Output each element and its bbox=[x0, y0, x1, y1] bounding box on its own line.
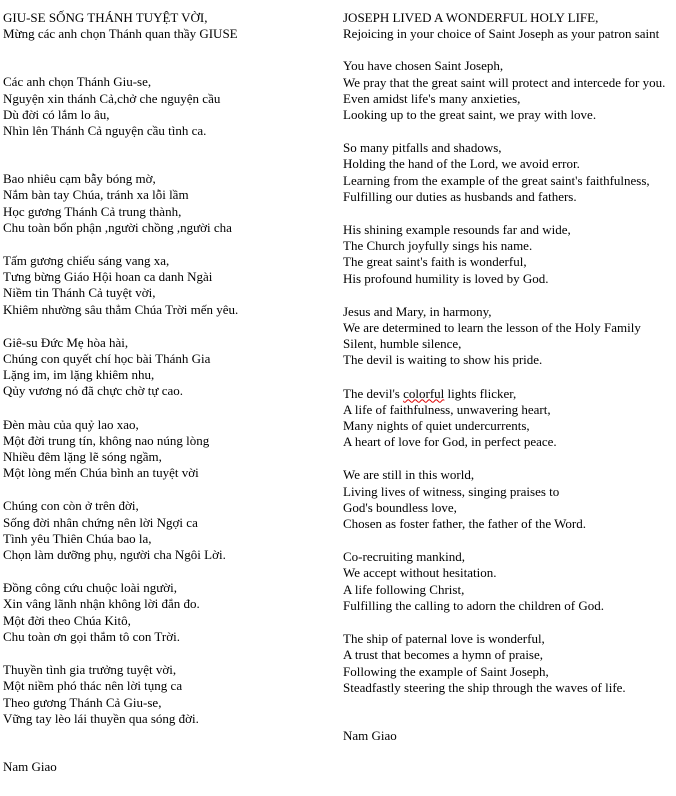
en-verse-line: Looking up to the great saint, we pray with love. bbox=[343, 107, 597, 123]
vi-verse-line: Vững tay lèo lái thuyền qua sóng đời. bbox=[3, 710, 199, 726]
vi-verse-line: Dù đời có lắm lo âu, bbox=[3, 106, 110, 122]
vi-verse-line: Nhìn lên Thánh Cả nguyện cầu tình ca. bbox=[3, 123, 207, 139]
en-verse-line: We accept without hesitation. bbox=[343, 565, 497, 581]
vi-stanza-2 bbox=[3, 171, 333, 236]
vi-verse-line: Xin vâng lãnh nhận không lời đắn đo. bbox=[3, 596, 200, 612]
vi-verse-line: Chu toàn ơn gọi thắm tô con Trời. bbox=[3, 628, 180, 644]
en-verse-line: God's boundless love, bbox=[343, 499, 457, 515]
en-verse-line: A trust that becomes a hymn of praise, bbox=[343, 647, 544, 663]
en-verse-line: Living lives of witness, singing praises to bbox=[343, 483, 560, 499]
vi-verse-line: Một đời theo Chúa Kitô, bbox=[3, 612, 131, 628]
en-title: JOSEPH LIVED A WONDERFUL HOLY LIFE, bbox=[343, 10, 599, 25]
en-verse-line: We pray that the great saint will protect and intercede for you. bbox=[343, 74, 666, 90]
vi-title: GIU-SE SỐNG THÁNH TUYỆT VỜI, bbox=[3, 10, 208, 25]
en-verse-line: Holding the hand of the Lord, we avoid error. bbox=[343, 156, 580, 172]
en-verse-line: Learning from the example of the great saint's faithfulness, bbox=[343, 172, 650, 188]
en-verse-line: Co-recruiting mankind, bbox=[343, 549, 466, 565]
en-verse-line: Fulfilling the calling to adorn the children of God. bbox=[343, 597, 605, 613]
vi-verse-line: Khiêm nhường sâu thẳm Chúa Trời mến yêu. bbox=[3, 301, 239, 317]
vi-verse-line: Nắm bàn tay Chúa, tránh xa lỗi lầm bbox=[3, 187, 189, 203]
en-author: Nam Giao bbox=[343, 727, 397, 743]
en-verse-line: We are still in this world, bbox=[343, 467, 475, 483]
en-verse-line: Even amidst life's many anxieties, bbox=[343, 90, 521, 106]
vi-verse-line: Một đời trung tín, không nao núng lòng bbox=[3, 432, 210, 448]
vi-stanza-3 bbox=[3, 253, 333, 318]
en-verse-line: Jesus and Mary, in harmony, bbox=[343, 303, 492, 319]
en-verse-line: Fulfilling our duties as husbands and fathers. bbox=[343, 188, 577, 204]
en-verse-line: So many pitfalls and shadows, bbox=[343, 140, 502, 156]
en-verse-line: A life following Christ, bbox=[343, 581, 465, 597]
en-verse-line: Many nights of quiet undercurrents, bbox=[343, 418, 530, 434]
vi-verse-line: Học gương Thánh Cả trung thành, bbox=[3, 203, 182, 219]
vi-stanza-5 bbox=[3, 417, 333, 482]
vi-verse-line: Tưng bừng Giáo Hội hoan ca danh Ngài bbox=[3, 269, 213, 285]
vi-stanza-8 bbox=[3, 662, 333, 727]
en-verse-line: The great saint's faith is wonderful, bbox=[343, 254, 527, 270]
en-verse-line: Chosen as foster father, the father of the Word. bbox=[343, 516, 586, 532]
en-verse-line: The ship of paternal love is wonderful, bbox=[343, 631, 545, 647]
vi-verse-line: Bao nhiêu cạm bẫy bóng mờ, bbox=[3, 171, 156, 187]
en-stanza-6 bbox=[343, 467, 676, 532]
en-stanza-5 bbox=[343, 386, 676, 451]
en-verse-line: The devil is waiting to show his pride. bbox=[343, 352, 543, 368]
en-verse-line: Following the example of Saint Joseph, bbox=[343, 663, 549, 679]
vi-verse-line: Giê-su Đức Mẹ hòa hài, bbox=[3, 334, 129, 350]
vi-verse-line: Chọn làm dưỡng phụ, người cha Ngôi Lời. bbox=[3, 547, 226, 563]
en-verse-line: His profound humility is loved by God. bbox=[343, 270, 549, 286]
vi-verse-line: Một lòng mến Chúa bình an tuyệt vời bbox=[3, 465, 199, 481]
vietnamese-column bbox=[3, 10, 333, 775]
vi-stanza-6 bbox=[3, 498, 333, 563]
vi-verse-line: Qủy vương nó đã chực chờ tự cao. bbox=[3, 383, 184, 399]
vi-verse-line: Chu toàn bổn phận ,người chồng ,người cha bbox=[3, 219, 232, 235]
vi-stanza-4 bbox=[3, 335, 333, 400]
en-stanza-8 bbox=[343, 631, 676, 696]
vi-verse-line: Tình yêu Thiên Chúa bao la, bbox=[3, 530, 152, 546]
vi-verse-line: Đồng công cứu chuộc loài người, bbox=[3, 580, 178, 596]
vi-verse-line: Sống đời nhân chứng nên lời Ngợi ca bbox=[3, 514, 198, 530]
vi-stanza-7 bbox=[3, 580, 333, 645]
en-stanza-7 bbox=[343, 549, 676, 614]
en-stanza-4 bbox=[343, 304, 676, 369]
vi-verse-line: Nguyện xin thánh Cả,chở che nguyện cầu bbox=[3, 90, 221, 106]
en-verse-line: A heart of love for God, in perfect peace. bbox=[343, 434, 557, 450]
vi-verse-line: Các anh chọn Thánh Giu-se, bbox=[3, 74, 152, 90]
vi-verse-line: Chúng con quyết chí học bài Thánh Gia bbox=[3, 351, 211, 367]
en-verse-line: A life of faithfulness, unwavering heart, bbox=[343, 401, 551, 417]
en-stanza-1 bbox=[343, 58, 676, 123]
en-stanza-2 bbox=[343, 140, 676, 205]
en-verse-line: The devil's colorful lights flicker, bbox=[343, 385, 517, 401]
en-verse-line: His shining example resounds far and wide, bbox=[343, 222, 571, 238]
vi-author: Nam Giao bbox=[3, 758, 57, 774]
vi-verse-line: Thuyền tình gia trưởng tuyệt vời, bbox=[3, 662, 177, 678]
vi-verse-line: Tấm gương chiếu sáng vang xa, bbox=[3, 253, 170, 269]
vi-subtitle: Mừng các anh chọn Thánh quan thầy GIUSE bbox=[3, 26, 238, 42]
en-stanza-3 bbox=[343, 222, 676, 287]
spellcheck-word: colorful bbox=[403, 385, 445, 401]
vi-verse-line: Chúng con còn ở trên đời, bbox=[3, 498, 139, 514]
en-verse-line: Steadfastly steering the ship through the waves of life. bbox=[343, 679, 626, 695]
en-subtitle: Rejoicing in your choice of Saint Joseph as your patron saint bbox=[343, 26, 660, 42]
vi-stanza-1 bbox=[3, 74, 333, 139]
english-column bbox=[343, 10, 676, 744]
vi-verse-line: Đèn màu của quỷ lao xao, bbox=[3, 416, 139, 432]
vi-verse-line: Nhiều đêm lặng lẽ sóng ngầm, bbox=[3, 449, 162, 465]
vi-verse-line: Lặng im, im lặng khiêm nhu, bbox=[3, 367, 155, 383]
en-verse-line: You have chosen Saint Joseph, bbox=[343, 58, 504, 74]
vi-verse-line: Một niềm phó thác nên lời tụng ca bbox=[3, 678, 183, 694]
vi-verse-line: Niềm tin Thánh Cả tuyệt vời, bbox=[3, 285, 156, 301]
en-verse-line: The Church joyfully sings his name. bbox=[343, 238, 533, 254]
vi-verse-line: Theo gương Thánh Cả Giu-se, bbox=[3, 694, 162, 710]
en-verse-line: We are determined to learn the lesson of the Holy Family bbox=[343, 320, 641, 336]
en-verse-line: Silent, humble silence, bbox=[343, 336, 462, 352]
